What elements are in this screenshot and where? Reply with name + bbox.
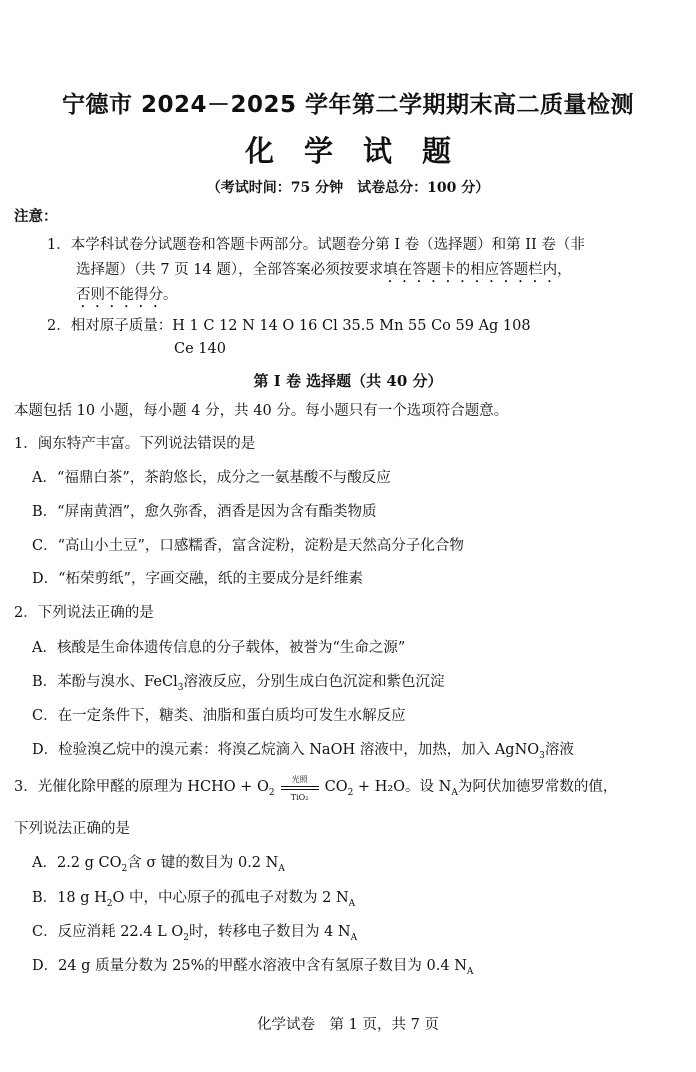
q2b-pre: B．苯酚与溴水、FeCl	[32, 674, 178, 690]
q3-sub1: 2	[268, 787, 275, 798]
q2d-pre: D．检验溴乙烷中的溴元素：将溴乙烷滴入 NaOH 溶液中，加热，加入 AgNO	[32, 742, 540, 758]
section-intro: 本题包括 10 小题，每小题 4 分，共 40 分。每小题只有一个选项符合题意。	[14, 403, 509, 419]
notice-item-1-line-1: 1．本学科试卷分试题卷和答题卡两部分。试题卷分第 I 卷（选择题）和第 II 卷（非	[47, 237, 585, 253]
q3a-pre: A．2.2 g CO	[32, 855, 122, 871]
q3c-pre: C．反应消耗 22.4 L O	[32, 924, 184, 940]
question-1-option-d: D．“柘荣剪纸”，字画交融，纸的主要成分是纤维素	[32, 571, 363, 587]
question-2-option-d	[32, 738, 574, 761]
question-1-option-a: A．“福鼎白茶”，茶韵悠长，成分之一氨基酸不与酸反应	[32, 470, 391, 486]
q3a-post: 含 σ 键的数目为 0.2 N	[127, 855, 279, 871]
q3d-na-sub: A	[466, 966, 474, 977]
question-2-stem: 2．下列说法正确的是	[14, 605, 154, 621]
q3-pre: 3．光催化除甲醛的原理为 HCHO + O	[14, 779, 269, 795]
question-1-option-c: C．“高山小土豆”，口感糯香，富含淀粉，淀粉是天然高分子化合物	[32, 538, 464, 554]
notice-item-1-line-3	[76, 283, 178, 311]
reaction-condition-top: 光照	[291, 775, 308, 784]
q3-end: 为阿伏加德罗常数的值，	[457, 779, 618, 795]
question-1-option-b: B．“屏南黄酒”，愈久弥香，酒香是因为含有酯类物质	[32, 504, 377, 520]
question-1-stem: 1．闽东特产丰富。下列说法错误的是	[14, 436, 256, 452]
page-footer: 化学试卷 第 1 页，共 7 页	[257, 1017, 439, 1033]
q3a-na-sub: A	[278, 863, 285, 874]
question-3-option-c	[32, 920, 357, 943]
question-3-stem-line-2: 下列说法正确的是	[14, 821, 130, 837]
atomic-mass-line-1: 2．相对原子质量：H 1 C 12 N 14 O 16 Cl 35.5 Mn 55 Co 59 Ag 108	[47, 318, 531, 334]
notice-label: 注意：	[14, 208, 58, 225]
question-3-stem	[14, 775, 618, 802]
question-3-option-b	[32, 886, 355, 909]
q3c-na-sub: A	[350, 932, 358, 943]
notice-item-1-line-2	[76, 258, 572, 286]
reaction-condition-bottom: TiO₂	[290, 793, 309, 802]
reaction-arrow	[279, 775, 321, 802]
q2b-sub: 3	[177, 682, 184, 693]
q3b-sub: 2	[106, 898, 113, 909]
q3d-text: D．24 g 质量分数为 25%的甲醛水溶液中含有氢原子数目为 0.4 N	[32, 958, 467, 974]
question-3-option-d	[32, 954, 473, 977]
q2d-post: 溶液	[544, 742, 574, 758]
q3b-post: O 中，中心原子的孤电子对数为 2 N	[112, 890, 349, 906]
q2d-sub: 3	[539, 750, 545, 761]
q3-sub2: 2	[347, 787, 354, 798]
q3c-post: 时，转移电子数目为 4 N	[188, 924, 351, 940]
question-2-option-c: C．在一定条件下，糖类、油脂和蛋白质均可发生水解反应	[32, 708, 406, 724]
q3a-sub: 2	[121, 863, 128, 874]
notice-text: 选择题）（共 7 页 14 题），全部答案必须按要求	[76, 262, 384, 278]
q3-na-sub: A	[451, 787, 458, 798]
exam-title: 宁德市 2024－2025 学年第二学期期末高二质量检测	[61, 92, 635, 118]
notice-emphasis: 填在答题卡的相应答题栏内，	[383, 262, 572, 278]
notice-emphasis-2: 否则不能得分。	[76, 287, 178, 303]
atomic-mass-line-2: Ce 140	[174, 341, 226, 357]
q3c-sub: 2	[183, 932, 189, 943]
q2b-post: 溶液反应，分别生成白色沉淀和紫色沉淀	[183, 674, 445, 690]
q3b-na-sub: A	[348, 898, 356, 909]
subject-title: 化学试题	[244, 134, 481, 168]
question-2-option-b	[32, 670, 444, 693]
section-title: 第 I 卷 选择题（共 40 分）	[253, 372, 443, 390]
q3-post: + H₂O。设 N	[353, 779, 452, 795]
q3-mid: CO	[324, 779, 348, 795]
question-2-option-a: A．核酸是生命体遗传信息的分子载体，被誉为“生命之源”	[32, 640, 406, 656]
question-3-option-a	[32, 851, 285, 874]
exam-info: （考试时间：75 分钟 试卷总分：100 分）	[206, 180, 490, 196]
q3b-pre: B．18 g H	[32, 890, 107, 906]
